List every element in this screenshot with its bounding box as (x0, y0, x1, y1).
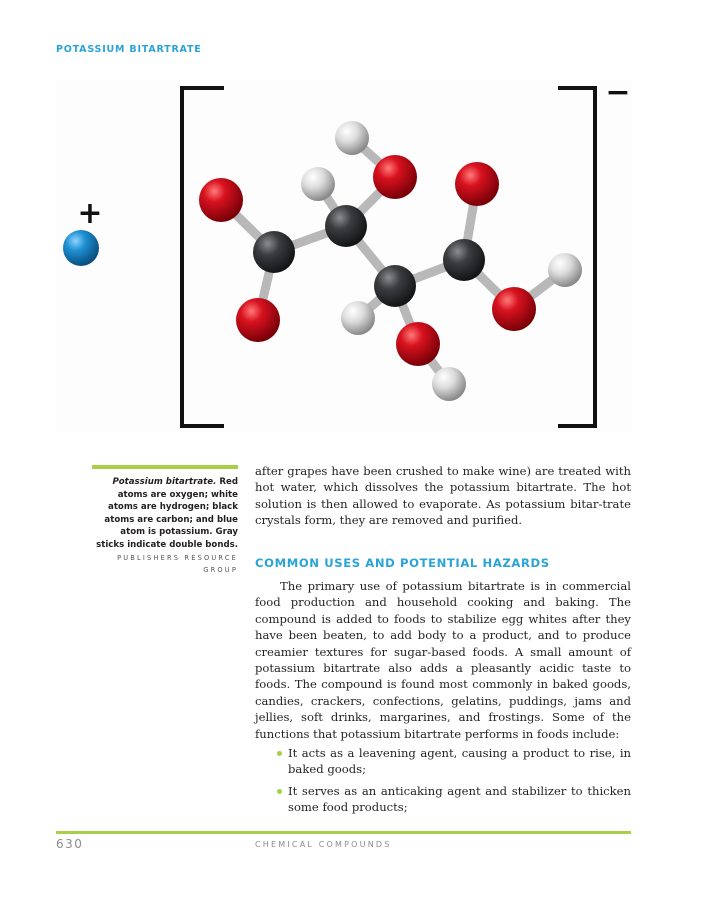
carbon-atom (374, 265, 416, 307)
figure-caption (90, 476, 238, 577)
potassium-atom (63, 230, 99, 266)
page-number: 630 (56, 837, 84, 851)
oxygen-atom (236, 298, 280, 342)
oxygen-atom (199, 178, 243, 222)
molecule-diagram (56, 80, 632, 432)
molecule-figure (56, 80, 632, 432)
oxygen-atom (455, 162, 499, 206)
oxygen-atom (373, 155, 417, 199)
hydrogen-atom (301, 167, 335, 201)
hydrogen-atom (432, 367, 466, 401)
caption-title: Potassium bitartrate. (112, 477, 217, 487)
hydrogen-atom (335, 121, 369, 155)
oxygen-atom (396, 322, 440, 366)
body-paragraph: after grapes have been crushed to make wine) are treated with hot water, which dissolves the potassium bitartrate. The hot solution is then allowed to evaporate. As potassium bitar-trate crystals form, they are removed and purified. (255, 464, 631, 528)
caption-rule (92, 465, 238, 469)
bullet-item: It acts as a leavening agent, causing a product to rise, in baked goods; (276, 745, 631, 778)
anion-charge-sign: − (605, 80, 631, 110)
bullet-item: It serves as an anticaking agent and stabilizer to thicken some food products; (276, 783, 631, 816)
hydrogen-atom (341, 301, 375, 335)
carbon-atom (443, 239, 485, 281)
book-title: CHEMICAL COMPOUNDS (255, 840, 392, 849)
cation-charge-sign: + (77, 196, 103, 231)
footer-rule (56, 831, 631, 834)
left-bracket (182, 88, 224, 426)
bullet-list (276, 745, 631, 821)
caption-credit: PUBLISHERS RESOURCE GROUP (117, 553, 238, 575)
section-heading: COMMON USES AND POTENTIAL HAZARDS (255, 556, 550, 570)
caption-text: Red atoms are oxygen; white atoms are hydrogen; black atoms are carbon; and blue atom is potassium. Gray sticks indicate double bonds. (96, 477, 238, 550)
hydrogen-atom (548, 253, 582, 287)
body-paragraph: The primary use of potassium bitartrate is in commercial food production and household cooking and baking. The compound is added to foods to stabilize egg whites after they have been beaten, to add body to a product, and to produce creamier textures for sugar-based foods. A small amount of potassium bitartrate also adds a pleasantly acidic taste to foods. The compound is found most commonly in baked goods, candies, crackers, confections, gelatins, puddings, jams and jellies, soft drinks, margarines, and frostings. Some of the functions that potassium bitartrate performs in foods include: (255, 579, 631, 741)
oxygen-atom (492, 287, 536, 331)
running-head: POTASSIUM BITARTRATE (56, 44, 202, 55)
carbon-atom (253, 231, 295, 273)
carbon-atom (325, 205, 367, 247)
